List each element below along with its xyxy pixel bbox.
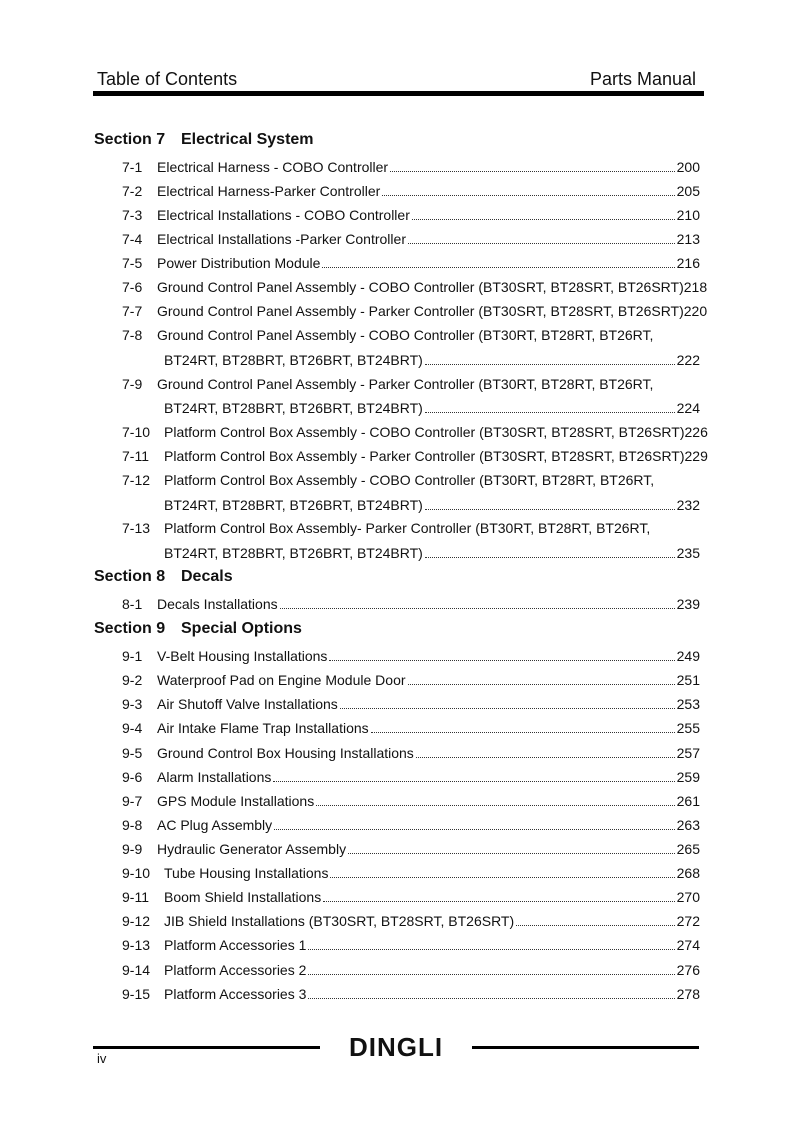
- entry-title: Platform Accessories 3: [164, 986, 307, 1002]
- entry-page: 255: [676, 720, 700, 736]
- header-manual-name: Parts Manual: [589, 69, 696, 89]
- entry-number: 9-5: [122, 745, 143, 761]
- entry-number: 9-11: [122, 889, 149, 905]
- toc-entry[interactable]: [122, 279, 706, 299]
- entry-number: 9-9: [122, 841, 143, 857]
- entry-number: 7-7: [122, 303, 143, 319]
- entry-title: GPS Module Installations: [157, 793, 315, 809]
- page-number: iv: [97, 1051, 107, 1066]
- toc-entry[interactable]: [122, 889, 706, 909]
- entry-title-continuation: BT24RT, BT28BRT, BT26BRT, BT24BRT): [164, 400, 423, 416]
- toc-entry[interactable]: [122, 745, 706, 765]
- entry-number: 7-11: [122, 448, 149, 464]
- footer-rule-right: [472, 1046, 699, 1049]
- toc-entry-continuation[interactable]: [122, 545, 706, 565]
- entry-title-continuation: BT24RT, BT28BRT, BT26BRT, BT24BRT): [164, 497, 423, 513]
- entry-title: Boom Shield Installations: [164, 889, 322, 905]
- entry-title: Ground Control Panel Assembly - COBO Controller (BT30RT, BT28RT, BT26RT,: [157, 327, 654, 343]
- toc-entry[interactable]: [122, 817, 706, 837]
- entry-title: Platform Accessories 2: [164, 962, 307, 978]
- toc-entry[interactable]: [122, 696, 706, 716]
- dot-leader: [348, 841, 675, 854]
- toc-entry[interactable]: [122, 376, 706, 396]
- entry-title: Hydraulic Generator Assembly: [157, 841, 347, 857]
- entry-page: 272: [676, 913, 700, 929]
- entry-page: 270: [676, 889, 700, 905]
- toc-entry-continuation[interactable]: [122, 400, 706, 420]
- entry-page: 257: [676, 745, 700, 761]
- dot-leader: [316, 793, 674, 806]
- entry-number: 7-6: [122, 279, 143, 295]
- dot-leader: [390, 159, 675, 172]
- entry-title: AC Plug Assembly: [157, 817, 273, 833]
- entry-number: 7-8: [122, 327, 143, 343]
- dot-leader: [382, 183, 674, 196]
- entry-number: 7-5: [122, 255, 143, 271]
- dot-leader: [425, 352, 675, 365]
- entry-page: 222: [676, 352, 700, 368]
- toc-entry[interactable]: [122, 913, 706, 933]
- entry-title-continuation: BT24RT, BT28BRT, BT26BRT, BT24BRT): [164, 545, 423, 561]
- entry-page: 268: [676, 865, 700, 881]
- dot-leader: [340, 696, 675, 709]
- entry-page: 239: [676, 596, 700, 612]
- entry-number: 9-10: [122, 865, 151, 881]
- entry-title-continuation: BT24RT, BT28BRT, BT26BRT, BT24BRT): [164, 352, 423, 368]
- entry-page: 220: [683, 303, 708, 319]
- entry-page: 232: [676, 497, 700, 513]
- entry-number: 9-7: [122, 793, 143, 809]
- entry-number: 9-3: [122, 696, 143, 712]
- toc-entry[interactable]: [122, 159, 706, 179]
- toc-entry[interactable]: [122, 207, 706, 227]
- entry-page: 205: [676, 183, 700, 199]
- entry-page: 229: [684, 448, 708, 464]
- entry-title: Ground Control Panel Assembly - COBO Controller (BT30SRT, BT28SRT, BT26SRT): [157, 279, 684, 295]
- entry-number: 9-6: [122, 769, 143, 785]
- toc-entry[interactable]: [122, 937, 706, 957]
- entry-title: Platform Control Box Assembly- Parker Controller (BT30RT, BT28RT, BT26RT,: [164, 520, 651, 536]
- section-number: Section 9: [94, 620, 166, 637]
- entry-page: 261: [676, 793, 700, 809]
- dot-leader: [408, 231, 675, 244]
- dot-leader: [408, 672, 675, 685]
- section-heading: [94, 568, 233, 586]
- entry-page: 253: [676, 696, 700, 712]
- entry-title: Decals Installations: [157, 596, 278, 612]
- dingli-logo: [338, 1030, 454, 1062]
- entry-title: Electrical Harness-Parker Controller: [157, 183, 381, 199]
- dot-leader: [330, 865, 674, 878]
- toc-entry-continuation[interactable]: [122, 352, 706, 372]
- section-title: Decals: [181, 568, 233, 585]
- entry-title: Electrical Harness - COBO Controller: [157, 159, 389, 175]
- section-title: Electrical System: [181, 131, 314, 148]
- toc-entry[interactable]: [122, 962, 706, 982]
- entry-page: 249: [676, 648, 700, 664]
- entry-title: Air Shutoff Valve Installations: [157, 696, 338, 712]
- entry-page: 218: [683, 279, 708, 295]
- entry-number: 9-12: [122, 913, 151, 929]
- entry-title: Ground Control Panel Assembly - Parker Controller (BT30SRT, BT28SRT, BT26SRT): [157, 303, 684, 319]
- entry-title: Platform Accessories 1: [164, 937, 307, 953]
- dot-leader: [425, 400, 675, 413]
- entry-title: Power Distribution Module: [157, 255, 321, 271]
- entry-page: 276: [676, 962, 700, 978]
- entry-number: 7-2: [122, 183, 143, 199]
- entry-page: 265: [676, 841, 700, 857]
- toc-entry-continuation[interactable]: [122, 497, 706, 517]
- dot-leader: [323, 889, 674, 902]
- entry-number: 7-10: [122, 424, 151, 440]
- entry-number: 9-15: [122, 986, 151, 1002]
- entry-page: 210: [676, 207, 700, 223]
- entry-number: 7-13: [122, 520, 151, 536]
- logo-text: DINGLI: [348, 1032, 444, 1062]
- toc-entry[interactable]: [122, 303, 706, 323]
- entry-number: 9-1: [122, 648, 143, 664]
- entry-page: 235: [676, 545, 700, 561]
- entry-title: V-Belt Housing Installations: [157, 648, 328, 664]
- entry-number: 9-14: [122, 962, 151, 978]
- section-title: Special Options: [181, 620, 302, 637]
- toc-entry[interactable]: [122, 424, 706, 444]
- dot-leader: [308, 937, 674, 950]
- entry-title: Platform Control Box Assembly - COBO Controller (BT30SRT, BT28SRT, BT26SRT): [164, 424, 685, 440]
- entry-title: Ground Control Box Housing Installations: [157, 745, 414, 761]
- entry-page: 224: [676, 400, 700, 416]
- entry-title: Tube Housing Installations: [164, 865, 329, 881]
- toc-entry[interactable]: [122, 520, 706, 540]
- section-heading: [94, 131, 314, 149]
- entry-number: 9-13: [122, 937, 151, 953]
- entry-number: 9-2: [122, 672, 143, 688]
- entry-title: Air Intake Flame Trap Installations: [157, 720, 369, 736]
- entry-page: 213: [676, 231, 700, 247]
- toc-entry[interactable]: [122, 769, 706, 789]
- dot-leader: [516, 913, 674, 926]
- toc-entry[interactable]: [122, 648, 706, 668]
- entry-number: 7-12: [122, 472, 151, 488]
- entry-page: 216: [676, 255, 700, 271]
- entry-number: 7-1: [122, 159, 143, 175]
- toc-entry[interactable]: [122, 596, 706, 616]
- dot-leader: [322, 255, 674, 268]
- toc-entry[interactable]: [122, 327, 706, 347]
- dot-leader: [329, 648, 674, 661]
- header-title: Table of Contents: [97, 69, 238, 89]
- entry-title: Ground Control Panel Assembly - Parker Controller (BT30RT, BT28RT, BT26RT,: [157, 376, 654, 392]
- entry-number: 7-9: [122, 376, 143, 392]
- dot-leader: [412, 207, 675, 220]
- entry-page: 251: [676, 672, 700, 688]
- dot-leader: [425, 545, 675, 558]
- dot-leader: [274, 817, 674, 830]
- dot-leader: [371, 720, 675, 733]
- entry-title: Waterproof Pad on Engine Module Door: [157, 672, 406, 688]
- entry-number: 9-8: [122, 817, 143, 833]
- entry-page: 259: [676, 769, 700, 785]
- toc-entry[interactable]: [122, 793, 706, 813]
- footer-rule-left: [93, 1046, 320, 1049]
- toc-entry[interactable]: [122, 472, 706, 492]
- entry-page: 263: [676, 817, 700, 833]
- entry-number: 7-3: [122, 207, 143, 223]
- toc-entry[interactable]: [122, 183, 706, 203]
- header-rule: [93, 91, 704, 96]
- dot-leader: [416, 745, 675, 758]
- entry-number: 9-4: [122, 720, 143, 736]
- toc-entry[interactable]: [122, 672, 706, 692]
- entry-title: Electrical Installations - COBO Controller: [157, 207, 410, 223]
- entry-page: 274: [676, 937, 700, 953]
- dot-leader: [425, 497, 675, 510]
- dot-leader: [308, 986, 674, 999]
- toc-entry[interactable]: [122, 448, 706, 468]
- toc-entry[interactable]: [122, 255, 706, 275]
- entry-number: 7-4: [122, 231, 143, 247]
- toc-entry[interactable]: [122, 720, 706, 740]
- entry-number: 8-1: [122, 596, 143, 612]
- section-heading: [94, 620, 302, 638]
- dot-leader: [273, 769, 674, 782]
- toc-entry[interactable]: [122, 841, 706, 861]
- entry-page: 226: [684, 424, 708, 440]
- entry-title: Platform Control Box Assembly - COBO Controller (BT30RT, BT28RT, BT26RT,: [164, 472, 655, 488]
- section-number: Section 7: [94, 131, 166, 148]
- dot-leader: [280, 596, 675, 609]
- entry-page: 278: [676, 986, 700, 1002]
- entry-title: Electrical Installations -Parker Controller: [157, 231, 406, 247]
- toc-entry[interactable]: [122, 865, 706, 885]
- section-number: Section 8: [94, 568, 166, 585]
- entry-title: JIB Shield Installations (BT30SRT, BT28SRT, BT26SRT): [164, 913, 515, 929]
- toc-entry[interactable]: [122, 231, 706, 251]
- entry-title: Platform Control Box Assembly - Parker Controller (BT30SRT, BT28SRT, BT26SRT): [164, 448, 685, 464]
- entry-title: Alarm Installations: [157, 769, 272, 785]
- entry-page: 200: [676, 159, 700, 175]
- dot-leader: [308, 962, 674, 975]
- toc-entry[interactable]: [122, 986, 706, 1006]
